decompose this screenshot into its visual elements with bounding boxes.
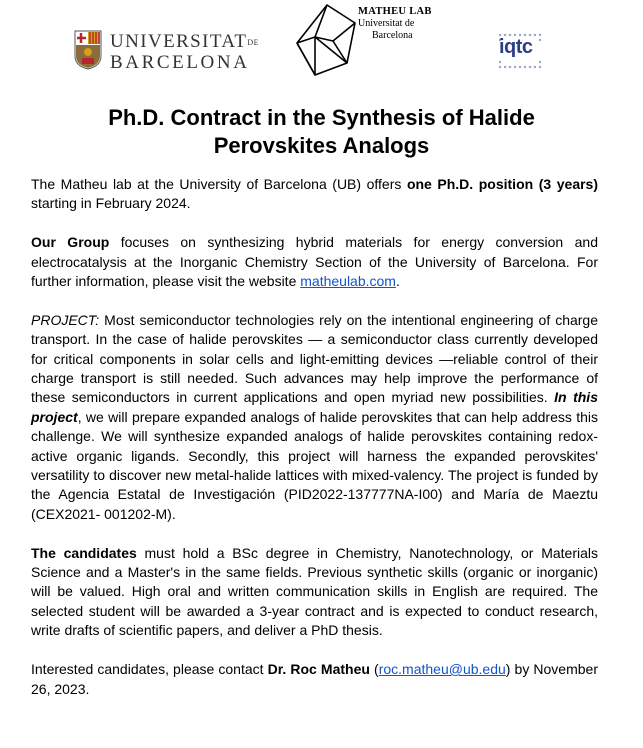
matheu-lab-line2: Universitat de — [358, 18, 415, 29]
contact-email-link[interactable]: roc.matheu@ub.edu — [378, 661, 506, 678]
intro-position: one Ph.D. position (3 years) — [406, 176, 598, 192]
matheu-lab-line3: Barcelona — [372, 30, 413, 41]
matheu-lab-crystal-icon — [293, 3, 359, 77]
project-paragraph — [31, 311, 598, 524]
contact-name: Dr. Roc Matheu — [267, 661, 370, 678]
project-label: PROJECT: — [31, 311, 100, 328]
project-text1: Most semiconductor technologies rely on the intentional engineering of charge transport. In the case of halide perovskites — a semiconductor class currently developed for critical components in solar cells and light-emitting devices —reliable control of their charge transport is still needed. Such advances may help improve the performance of these semiconductors in current applications and open myriad new possibilities. — [31, 311, 598, 406]
ub-name-de: DE — [247, 38, 260, 47]
candidates-heading: The candidates — [31, 544, 137, 561]
title-line2: Perovskites Analogs — [213, 133, 430, 158]
contact-paragraph — [31, 660, 598, 699]
contact-text3: ) by November 26, 2023. — [31, 661, 598, 697]
contact-text2: ( — [369, 661, 379, 678]
candidates-text: must hold a BSc degree in Chemistry, Nanotechnology, or Materials Science and a Master's in the same fields. Previous synthetic skills (organic or inorganic) will be valued. High oral and written communication skills in English are required. The selected student will be awarded a 3-year contract and is expected to conduct research, write drafts of scientific papers, and deliver a PhD thesis. — [31, 544, 598, 639]
group-paragraph — [31, 233, 598, 291]
header-logos — [0, 0, 643, 90]
ub-shield-icon — [74, 30, 102, 70]
project-emphasis: In this project — [31, 389, 598, 425]
group-heading: Our Group — [31, 234, 110, 251]
title-line1: Ph.D. Contract in the Synthesis of Halide — [108, 105, 535, 130]
ub-name-line1: UNIVERSITAT — [110, 31, 248, 52]
iqtc-text: iqtc — [499, 36, 533, 58]
intro-start: starting in February 2024. — [31, 195, 191, 212]
intro-text: The Matheu lab at the University of Barcelona (UB) offers — [31, 176, 407, 192]
contact-text1: Interested candidates, please contact — [31, 661, 268, 678]
group-text: focuses on synthesizing hybrid materials for energy conversion and electrocatalysis at the Inorganic Chemistry Section of the University of Barcelona. For further information, please visit the website — [31, 234, 598, 290]
project-text2: , we will prepare expanded analogs of halide perovskites that can help address this challenge. We will synthesize expanded analogs of halide perovskites containing redox-active organic ligands. Secondly, this project will harness the expanded perovskites' versatility to discover new metal-halide lattices with mixed-valency. The project is funded by the Agencia Estatal de Investigación (PID2022-137777NA-I00) and María de Maeztu (CEX2021- 001202-M). — [31, 408, 598, 522]
ub-name-line2: BARCELONA — [110, 52, 250, 73]
matheu-lab-text — [358, 6, 432, 42]
document-body — [31, 175, 598, 718]
candidates-paragraph — [31, 544, 598, 641]
intro-paragraph — [31, 175, 598, 214]
group-end: . — [395, 273, 400, 290]
matheu-lab-title: MATHEU LAB — [358, 6, 432, 17]
page-title — [0, 104, 643, 160]
iqtc-logo — [497, 32, 543, 70]
website-link[interactable]: matheulab.com — [300, 273, 396, 290]
